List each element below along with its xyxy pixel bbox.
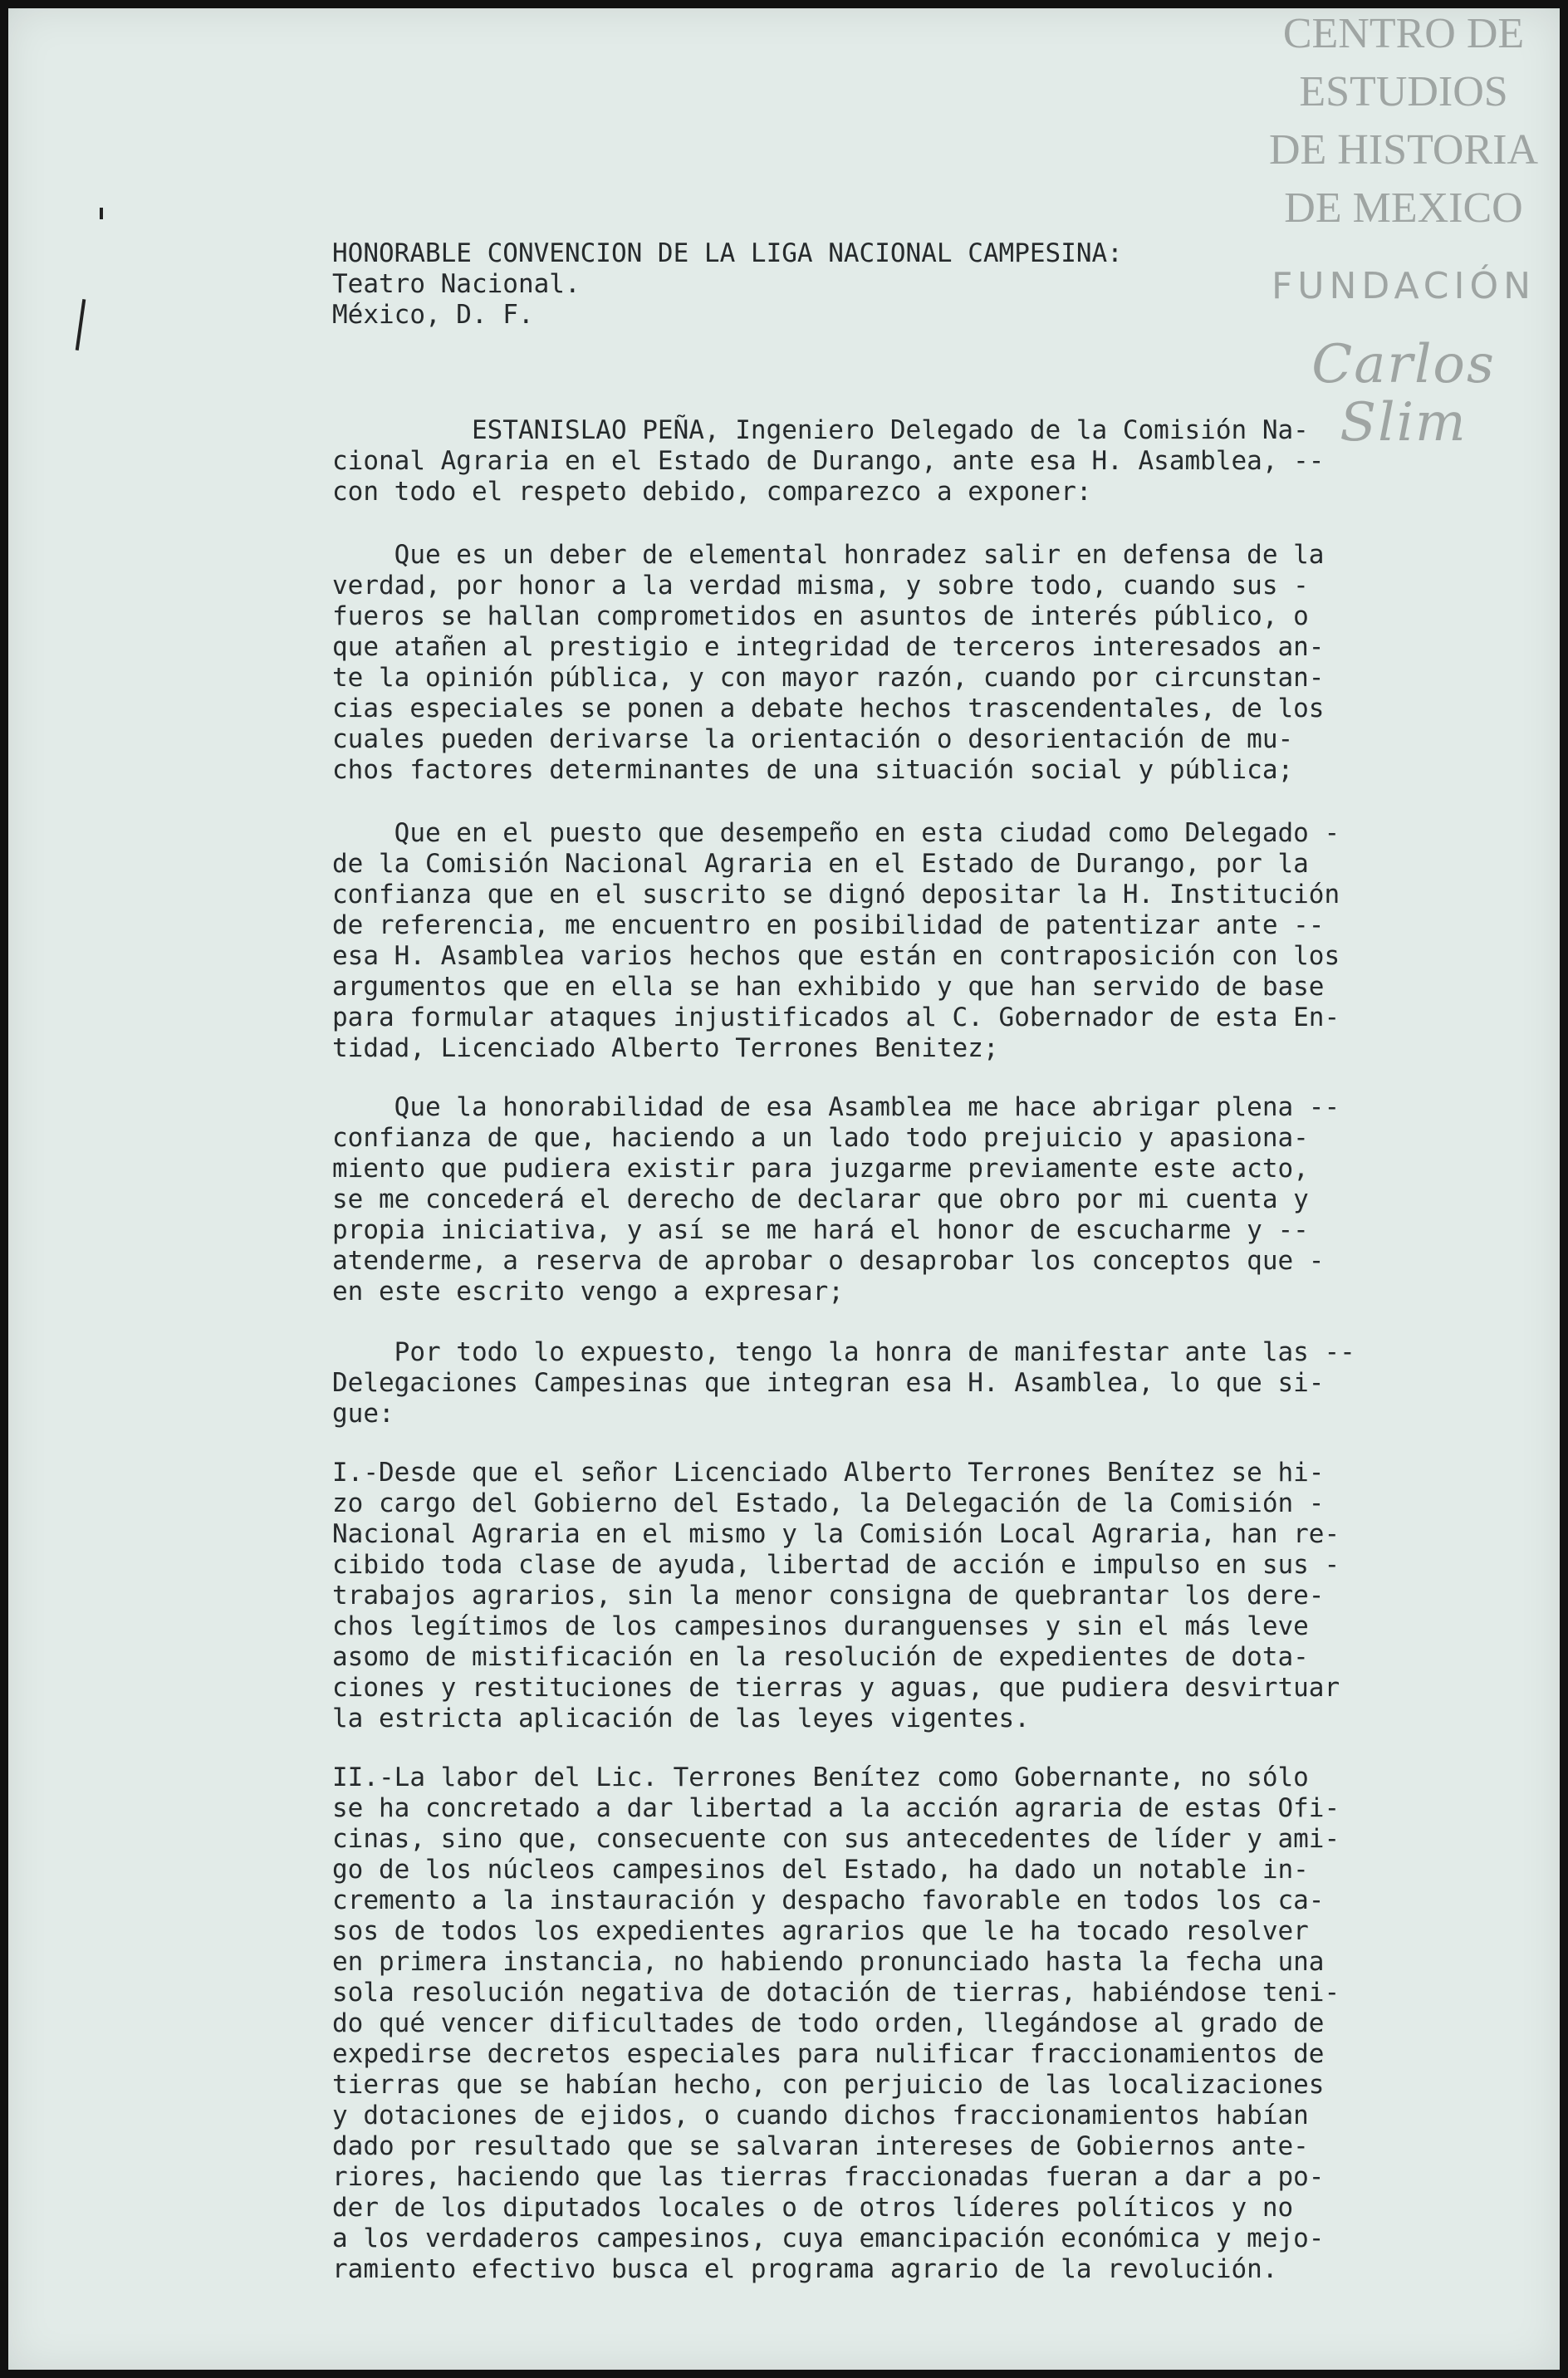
text-line: sos de todos los expedientes agrarios que le ha tocado resolver	[332, 1916, 1309, 1946]
text-line: do qué vencer dificultades de todo orden, llegándose al grado de	[332, 2008, 1325, 2038]
text-line: confianza que en el suscrito se dignó depositar la H. Institución	[332, 880, 1340, 910]
archive-watermark	[1246, 5, 1561, 452]
watermark-fundacion: FUNDACIÓN	[1271, 265, 1536, 307]
paragraph-honorabilidad	[332, 1092, 1340, 1307]
text-line: en primera instancia, no habiendo pronunciado hasta la fecha una	[332, 1947, 1325, 1977]
paragraph-deber	[332, 540, 1324, 786]
text-line: Por todo lo expuesto, tengo la honra de manifestar ante las --	[332, 1337, 1355, 1367]
header-line: Teatro Nacional.	[332, 269, 581, 299]
text-line: esa H. Asamblea varios hechos que están en contraposición con los	[332, 941, 1340, 971]
text-line: cuales pueden derivarse la orientación o desorientación de mu-	[332, 724, 1294, 754]
text-line: chos factores determinantes de una situación social y pública;	[332, 755, 1294, 785]
text-line: tidad, Licenciado Alberto Terrones Benitez;	[332, 1033, 999, 1063]
text-line: go de los núcleos campesinos del Estado, ha dado un notable in-	[332, 1855, 1309, 1885]
intro-paragraph	[332, 415, 1324, 507]
text-line: I.-Desde que el señor Licenciado Alberto Terrones Benítez se hi-	[332, 1458, 1325, 1488]
paragraph-point-1	[332, 1458, 1340, 1734]
text-line: atenderme, a reserva de aprobar o desaprobar los conceptos que -	[332, 1246, 1325, 1276]
paragraph-puesto	[332, 818, 1340, 1064]
text-line: Que la honorabilidad de esa Asamblea me hace abrigar plena --	[332, 1092, 1340, 1122]
text-line: en este escrito vengo a expresar;	[332, 1277, 844, 1307]
text-line: zo cargo del Gobierno del Estado, la Delegación de la Comisión -	[332, 1488, 1325, 1518]
watermark-line: CENTRO DE	[1282, 10, 1525, 57]
paragraph-point-2	[332, 1763, 1340, 2285]
text-line: argumentos que en ella se han exhibido y que han servido de base	[332, 972, 1325, 1002]
watermark-signature: Carlos Slim	[1311, 334, 1496, 454]
text-line: II.-La labor del Lic. Terrones Benítez como Gobernante, no sólo	[332, 1763, 1309, 1792]
watermark-line: DE MEXICO	[1284, 184, 1523, 232]
text-line: cinas, sino que, consecuente con sus antecedentes de líder y ami-	[332, 1824, 1340, 1854]
text-line: fueros se hallan comprometidos en asuntos de interés público, o	[332, 601, 1309, 631]
text-line: propia iniciativa, y así se me hará el honor de escucharme y --	[332, 1215, 1309, 1245]
text-line: Nacional Agraria en el mismo y la Comisión Local Agraria, han re-	[332, 1519, 1340, 1549]
text-line: riores, haciendo que las tierras fraccionadas fueran a dar a po-	[332, 2162, 1325, 2192]
text-line: expedirse decretos especiales para nulificar fraccionamientos de	[332, 2039, 1325, 2069]
header-line: HONORABLE CONVENCION DE LA LIGA NACIONAL CAMPESINA:	[332, 238, 1123, 268]
text-line: que atañen al prestigio e integridad de terceros interesados an-	[332, 632, 1325, 662]
addressee-header	[332, 238, 1123, 331]
text-line: ciones y restituciones de tierras y aguas, que pudiera desvirtuar	[332, 1673, 1340, 1703]
text-line: cional Agraria en el Estado de Durango, ante esa H. Asamblea, --	[332, 446, 1325, 476]
text-line: chos legítimos de los campesinos duranguenses y sin el más leve	[332, 1611, 1309, 1641]
text-line: cremento a la instauración y despacho favorable en todos los ca-	[332, 1885, 1325, 1915]
text-line: asomo de mistificación en la resolución de expedientes de dota-	[332, 1642, 1309, 1672]
margin-mark	[76, 299, 86, 351]
text-line: ESTANISLAO PEÑA, Ingeniero Delegado de la Comisión Na-	[332, 415, 1309, 445]
text-line: Que es un deber de elemental honradez salir en defensa de la	[332, 540, 1325, 570]
text-line: gue:	[332, 1399, 394, 1429]
watermark-line: ESTUDIOS	[1299, 68, 1508, 115]
text-line: ramiento efectivo busca el programa agrario de la revolución.	[332, 2254, 1278, 2284]
text-line: y dotaciones de ejidos, o cuando dichos fraccionamientos habían	[332, 2101, 1309, 2130]
text-line: para formular ataques injustificados al C. Gobernador de esta En-	[332, 1003, 1340, 1032]
text-line: a los verdaderos campesinos, cuya emancipación económica y mejo-	[332, 2224, 1325, 2253]
text-line: cias especiales se ponen a debate hechos trascendentales, de los	[332, 694, 1325, 723]
text-line: se ha concretado a dar libertad a la acción agraria de estas Ofi-	[332, 1793, 1340, 1823]
text-line: te la opinión pública, y con mayor razón, cuando por circunstan-	[332, 663, 1325, 693]
text-line: trabajos agrarios, sin la menor consigna de quebrantar los dere-	[332, 1581, 1325, 1611]
text-line: cibido toda clase de ayuda, libertad de acción e impulso en sus -	[332, 1550, 1340, 1580]
text-line: miento que pudiera existir para juzgarme previamente este acto,	[332, 1154, 1309, 1184]
text-line: sola resolución negativa de dotación de tierras, habiéndose teni-	[332, 1978, 1340, 2008]
text-line: verdad, por honor a la verdad misma, y sobre todo, cuando sus -	[332, 571, 1309, 601]
text-line: tierras que se habían hecho, con perjuicio de las localizaciones	[332, 2070, 1325, 2100]
header-line: México, D. F.	[332, 300, 534, 330]
text-line: se me concederá el derecho de declarar que obro por mi cuenta y	[332, 1184, 1309, 1214]
text-line: la estricta aplicación de las leyes vigentes.	[332, 1704, 1030, 1733]
text-line: con todo el respeto debido, comparezco a exponer:	[332, 477, 1092, 507]
text-line: dado por resultado que se salvaran intereses de Gobiernos ante-	[332, 2131, 1309, 2161]
watermark-line: DE HISTORIA	[1268, 126, 1539, 174]
text-line: confianza de que, haciendo a un lado todo prejuicio y apasiona-	[332, 1123, 1309, 1153]
text-line: de referencia, me encuentro en posibilidad de patentizar ante --	[332, 910, 1325, 940]
text-line: de la Comisión Nacional Agraria en el Estado de Durango, por la	[332, 849, 1309, 879]
margin-mark	[100, 208, 103, 219]
text-line: Delegaciones Campesinas que integran esa H. Asamblea, lo que si-	[332, 1368, 1325, 1398]
paragraph-expuesto	[332, 1337, 1355, 1429]
text-line: der de los diputados locales o de otros líderes políticos y no	[332, 2193, 1294, 2223]
text-line: Que en el puesto que desempeño en esta ciudad como Delegado -	[332, 818, 1340, 848]
